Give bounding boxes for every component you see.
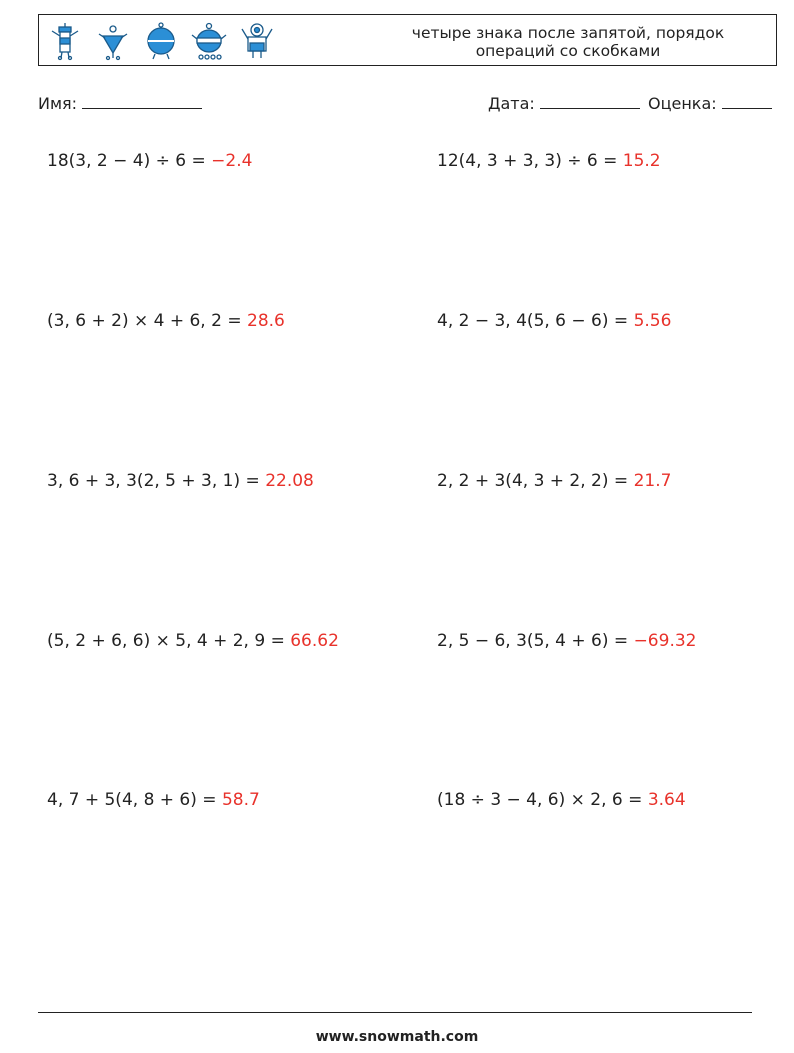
footer-divider [38,1012,752,1013]
problem-expression: 4, 2 − 3, 4(5, 6 − 6) = [437,311,629,331]
problem-10 [437,790,686,810]
problem-4 [437,311,671,331]
problem-8 [437,631,696,651]
footer-url[interactable]: www.snowmath.com [315,1029,479,1045]
robot-icon-2 [95,21,131,61]
robot-icon-3 [143,21,179,61]
name-line[interactable] [82,94,202,109]
grade-field[interactable] [648,94,772,113]
problem-expression: (3, 6 + 2) × 4 + 6, 2 = [47,311,242,331]
name-label: Имя: [38,94,78,113]
robot-icons [47,21,275,61]
problem-expression: 12(4, 3 + 3, 3) ÷ 6 = [437,151,618,171]
problem-3 [47,311,285,331]
robot-icon-5 [239,21,275,61]
worksheet-title [388,24,748,60]
problem-answer: 5.56 [633,311,672,331]
robot-icon-1 [47,21,83,61]
problem-expression: 4, 7 + 5(4, 8 + 6) = [47,790,217,810]
date-label: Дата: [488,94,535,113]
problem-answer: 22.08 [265,471,314,491]
problem-expression: 2, 5 − 6, 3(5, 4 + 6) = [437,631,629,651]
problem-expression: 2, 2 + 3(4, 3 + 2, 2) = [437,471,629,491]
header-box [38,14,777,66]
problem-answer: 28.6 [247,311,285,331]
problem-expression: 3, 6 + 3, 3(2, 5 + 3, 1) = [47,471,260,491]
name-field[interactable] [38,94,202,113]
problem-answer: 3.64 [647,790,686,810]
problem-5 [47,471,314,491]
problem-expression: (5, 2 + 6, 6) × 5, 4 + 2, 9 = [47,631,285,651]
problem-answer: 15.2 [622,151,661,171]
title-line-1: четыре знака после запятой, порядок [411,24,725,42]
robot-icon-4 [191,21,227,61]
grade-line[interactable] [722,94,772,109]
problem-9 [47,790,260,810]
problem-1 [47,151,252,171]
grade-label: Оценка: [648,94,717,113]
date-line[interactable] [540,94,640,109]
problem-expression: (18 ÷ 3 − 4, 6) × 2, 6 = [437,790,643,810]
title-line-2: операций со скобками [475,42,661,60]
problem-expression: 18(3, 2 − 4) ÷ 6 = [47,151,206,171]
problem-6 [437,471,671,491]
problem-2 [437,151,661,171]
problem-answer: −69.32 [633,631,697,651]
date-field[interactable] [488,94,640,113]
problem-answer: −2.4 [211,151,253,171]
problem-answer: 21.7 [633,471,672,491]
problem-answer: 58.7 [221,790,260,810]
problem-answer: 66.62 [290,631,339,651]
problem-7 [47,631,339,651]
